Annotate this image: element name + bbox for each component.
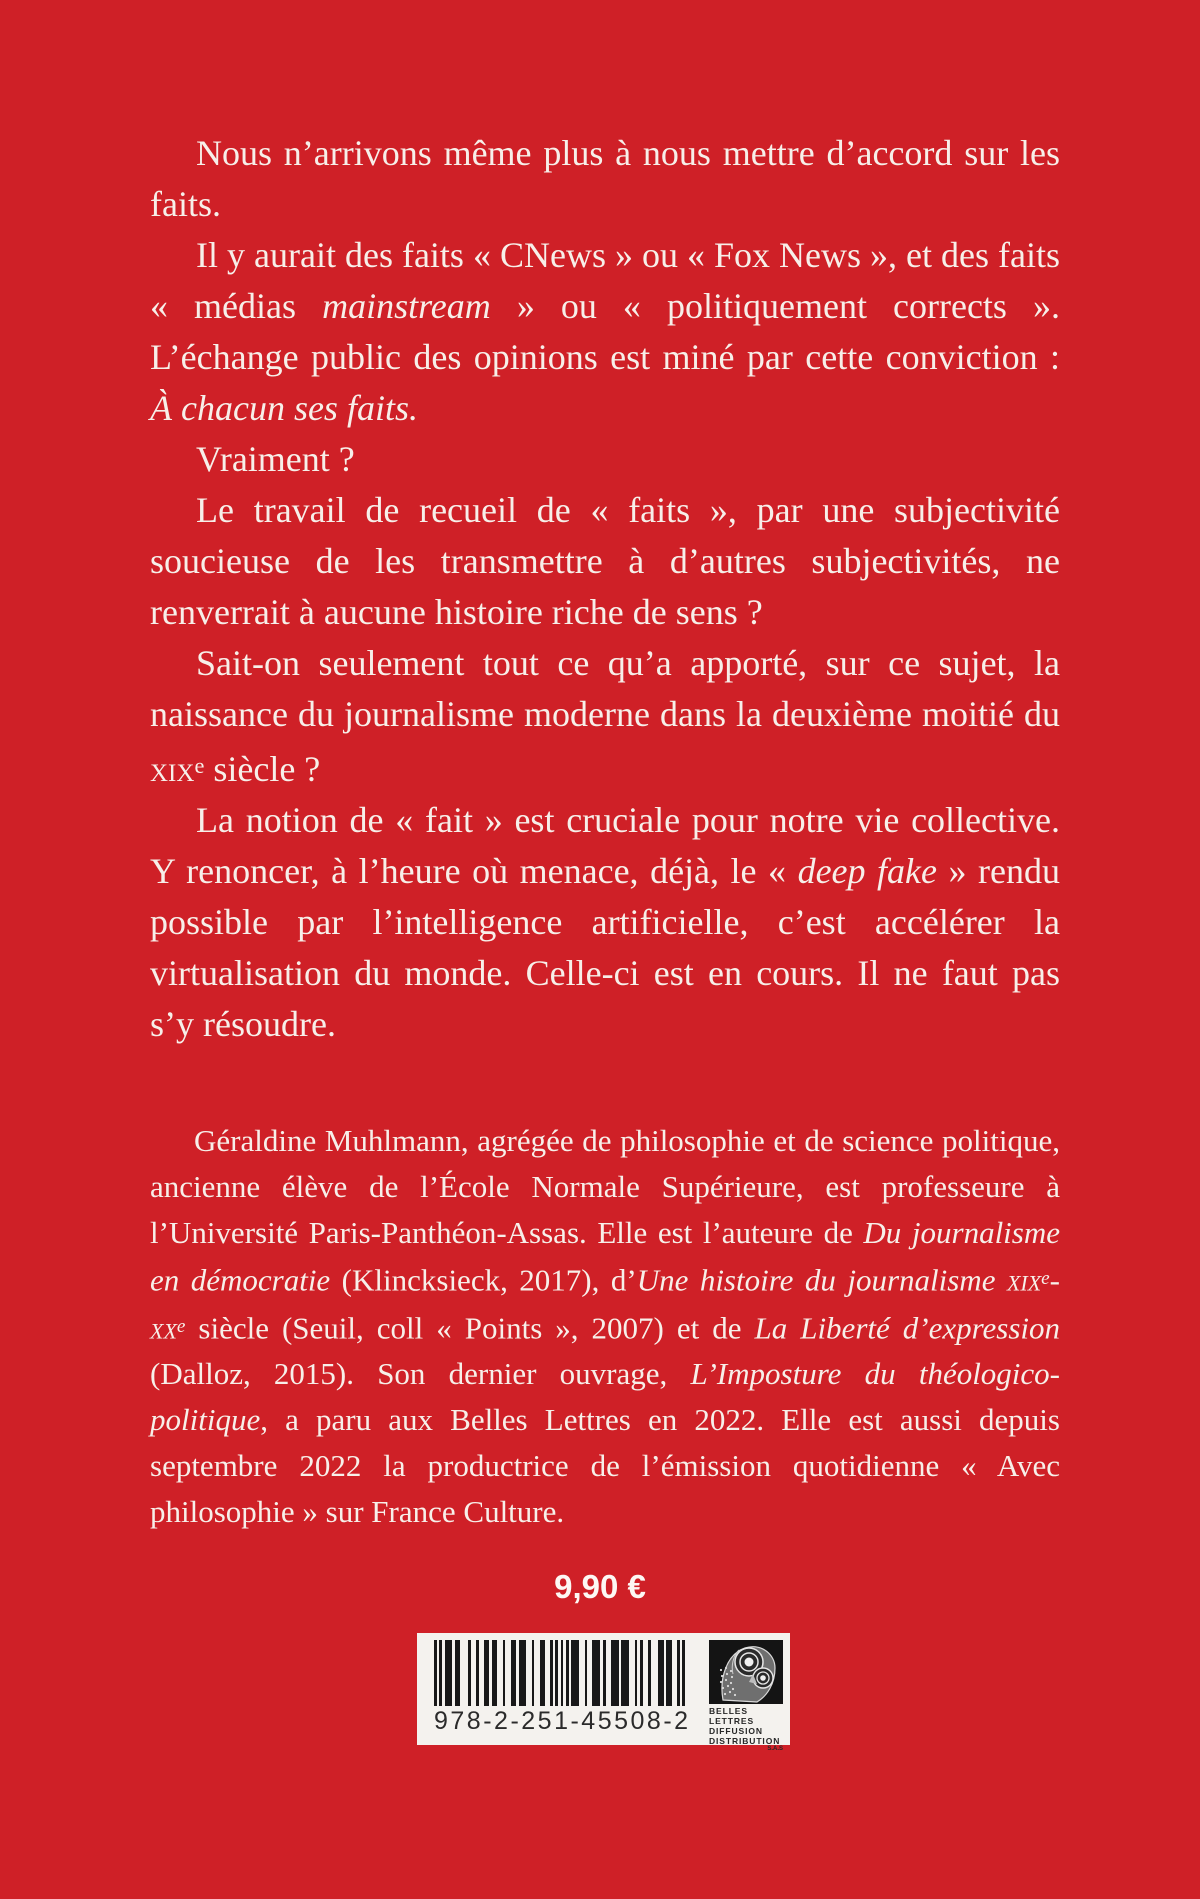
text-run: xix [150, 748, 195, 789]
text-run: - [1049, 1262, 1060, 1298]
text-run: À chacun ses faits. [150, 388, 418, 428]
paragraph [150, 638, 1060, 795]
text-run: xx [150, 1310, 177, 1346]
text-run: xix [1006, 1262, 1042, 1298]
text-run: » ou « politiquement corrects ». L’échange public des opinions est miné par cette conviction : [150, 286, 1060, 377]
text-run: » rendu possible par l’intelligence artificielle, c’est accélérer la virtualisation du monde. Celle-ci est en cours. Il ne faut pas s’y résoudre. [150, 850, 1061, 1044]
text-run: Vraiment ? [196, 439, 355, 479]
text-run: Une histoire du journalisme [636, 1262, 1007, 1298]
text-run: Géraldine Muhlmann, agrégée de philosophie et de science politique, ancienne élève de l’École Normale Supérieure, est professeure à l’Université Paris-Panthéon-Assas. Elle est l’auteure de [150, 1123, 1060, 1250]
text-run: La notion de « fait » est cruciale pour notre vie collective. Y renoncer, à l’heure où menace, déjà, le « [150, 799, 1060, 891]
paragraph [150, 485, 1060, 638]
text-run: L’Imposture du théologico-politique [150, 1356, 1061, 1438]
publisher-suffix: S.A.S [767, 1746, 783, 1752]
text-run: (Dalloz, 2015). Son dernier ouvrage, [150, 1356, 691, 1392]
isbn-number: 978-2-251-45508-2 [434, 1707, 691, 1735]
ean13-barcode [434, 1640, 696, 1706]
paragraph [150, 230, 1060, 434]
text-run: deep fake [797, 850, 937, 891]
price-label: 9,90 € [554, 1568, 646, 1605]
text-run: e [194, 753, 205, 778]
author-bio [150, 1118, 1060, 1535]
paragraph [150, 795, 1060, 1050]
publisher-logo [709, 1640, 785, 1752]
publisher-name-line: DIFFUSION [709, 1726, 763, 1736]
publisher-name-line: DISTRIBUTION [709, 1736, 781, 1746]
publisher-name-line: BELLES LETTRES [709, 1706, 755, 1726]
text-run: siècle ? [204, 748, 321, 789]
owl-logo-icon [709, 1640, 783, 1704]
text-run: Nous n’arrivons même plus à nous mettre d’accord sur les faits. [150, 133, 1060, 224]
barcode-panel [417, 1633, 790, 1752]
text-run: e [1041, 1268, 1050, 1289]
paragraph [150, 1118, 1060, 1535]
text-run: e [176, 1315, 186, 1337]
publisher-name-lines [709, 1706, 785, 1746]
text-run: Sait-on seulement tout ce qu’a apporté, sur ce sujet, la naissance du journalisme moderne dans la deuxième moitié du [150, 643, 1060, 734]
text-run: (Klincksieck, 2017), d’ [330, 1262, 637, 1298]
text-run: siècle (Seuil, coll « Points », 2007) et de [185, 1310, 755, 1346]
barcode-module [682, 1640, 685, 1706]
text-run: La Liberté d’expression [754, 1310, 1061, 1346]
back-cover-blurb [150, 128, 1060, 1050]
text-run: Il y aurait des faits « CNews » ou « Fox News », et des faits « médias [150, 235, 1060, 326]
paragraph [150, 434, 1060, 485]
text-run: , a paru aux Belles Lettres en 2022. Elle est aussi depuis septembre 2022 la productrice de l’émission quotidienne « Avec philosophie » sur France Culture. [150, 1402, 1060, 1530]
text-run: Du journalisme en démocratie [150, 1215, 1060, 1298]
barcode-area [434, 1640, 696, 1741]
paragraph [150, 128, 1060, 230]
text-run: Le travail de recueil de « faits », par une subjectivité soucieuse de les transmettre à d’autres subjectivités, ne renverrait à aucune histoire riche de sens ? [150, 490, 1060, 632]
text-run: mainstream [322, 286, 491, 326]
